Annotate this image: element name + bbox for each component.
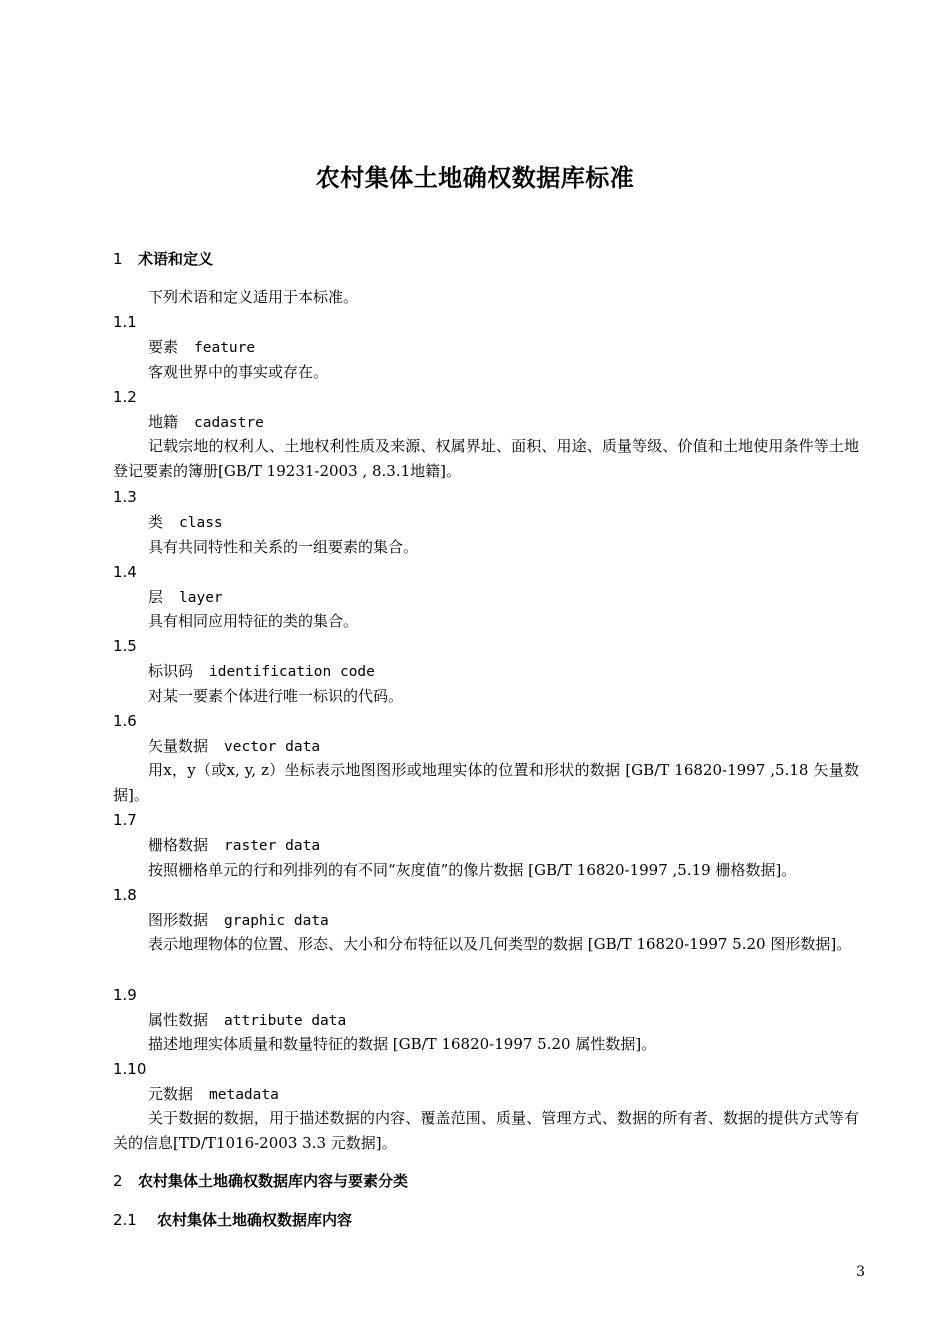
term-en: identification code [209, 664, 375, 680]
term-definition: 具有共同特性和关系的一组要素的集合。 [148, 538, 419, 556]
term-zh: 元数据 [148, 1085, 194, 1103]
term-zh: 类 [148, 513, 164, 531]
section-number: 1 [113, 250, 123, 268]
term-en: metadata [209, 1087, 279, 1103]
page-number: 3 [856, 1264, 865, 1280]
term-zh: 要素 [148, 338, 179, 356]
term-definition: 记载宗地的权利人、土地权利性质及来源、权属界址、面积、用途、质量等级、价值和土地使用条件等土地登记要素的簿册[GB/T 19231-2003 , 8.3.1地籍]。 [113, 437, 859, 480]
term-zh: 图形数据 [148, 911, 209, 929]
term-number: 1.6 [113, 712, 137, 730]
term-en: class [179, 515, 223, 531]
term-definition: 具有相同应用特征的类的集合。 [148, 612, 359, 630]
section-2-heading [113, 1171, 408, 1191]
term-heading [148, 1010, 346, 1031]
term-heading [148, 1084, 279, 1105]
term-en: cadastre [194, 415, 264, 431]
term-zh: 层 [148, 588, 164, 606]
term-number: 1.1 [113, 313, 137, 331]
term-definition: 表示地理物体的位置、形态、大小和分布特征以及几何类型的数据 [GB/T 16820-1997 5.20 图形数据]。 [148, 935, 852, 953]
term-en: vector data [224, 739, 321, 755]
section-number: 2 [113, 1172, 123, 1190]
term-en: graphic data [224, 913, 329, 929]
term-number: 1.8 [113, 886, 137, 904]
term-number: 1.5 [113, 637, 137, 655]
term-heading [148, 661, 375, 682]
term-heading [148, 736, 320, 757]
section-2-1-heading [113, 1210, 352, 1230]
term-zh: 矢量数据 [148, 737, 209, 755]
term-heading [148, 835, 320, 856]
term-number: 1.4 [113, 563, 137, 581]
section-1-heading [113, 249, 213, 269]
term-number: 1.2 [113, 388, 137, 406]
section-title: 术语和定义 [138, 250, 214, 268]
term-number: 1.3 [113, 488, 137, 506]
term-number: 1.7 [113, 811, 137, 829]
term-en: feature [194, 340, 256, 356]
term-zh: 栅格数据 [148, 836, 209, 854]
term-en: attribute data [224, 1013, 347, 1029]
term-heading [148, 910, 329, 931]
term-definition: 按照栅格单元的行和列排列的有不同“灰度值”的像片数据 [GB/T 16820-1997 ,5.19 栅格数据]。 [148, 861, 797, 879]
term-zh: 地籍 [148, 413, 179, 431]
term-definition: 描述地理实体质量和数量特征的数据 [GB/T 16820-1997 5.20 属性数据]。 [148, 1035, 657, 1053]
term-zh: 属性数据 [148, 1011, 209, 1029]
term-heading [148, 337, 255, 358]
term-heading [148, 587, 223, 608]
term-heading [148, 512, 223, 533]
term-en: raster data [224, 838, 321, 854]
term-number: 1.10 [113, 1060, 147, 1078]
term-heading [148, 412, 264, 433]
term-number: 1.9 [113, 986, 137, 1004]
term-definition: 客观世界中的事实或存在。 [148, 363, 329, 381]
document-title: 农村集体土地确权数据库标准 [315, 164, 635, 192]
term-definition: 用x，y（或x, y, z）坐标表示地图图形或地理实体的位置和形状的数据 [GB/T 16820-1997 ,5.18 矢量数据]。 [113, 761, 859, 804]
term-en: layer [179, 590, 223, 606]
intro-paragraph: 下列术语和定义适用于本标准。 [148, 288, 359, 306]
term-definition: 对某一要素个体进行唯一标识的代码。 [148, 687, 404, 705]
section-title: 农村集体土地确权数据库内容与要素分类 [138, 1172, 409, 1190]
term-definition: 关于数据的数据，用于描述数据的内容、覆盖范围、质量、管理方式、数据的所有者、数据的提供方式等有关的信息[TD/T1016-2003 3.3 元数据]。 [113, 1109, 859, 1152]
section-title: 农村集体土地确权数据库内容 [157, 1211, 353, 1229]
section-number: 2.1 [113, 1211, 137, 1229]
term-zh: 标识码 [148, 662, 194, 680]
